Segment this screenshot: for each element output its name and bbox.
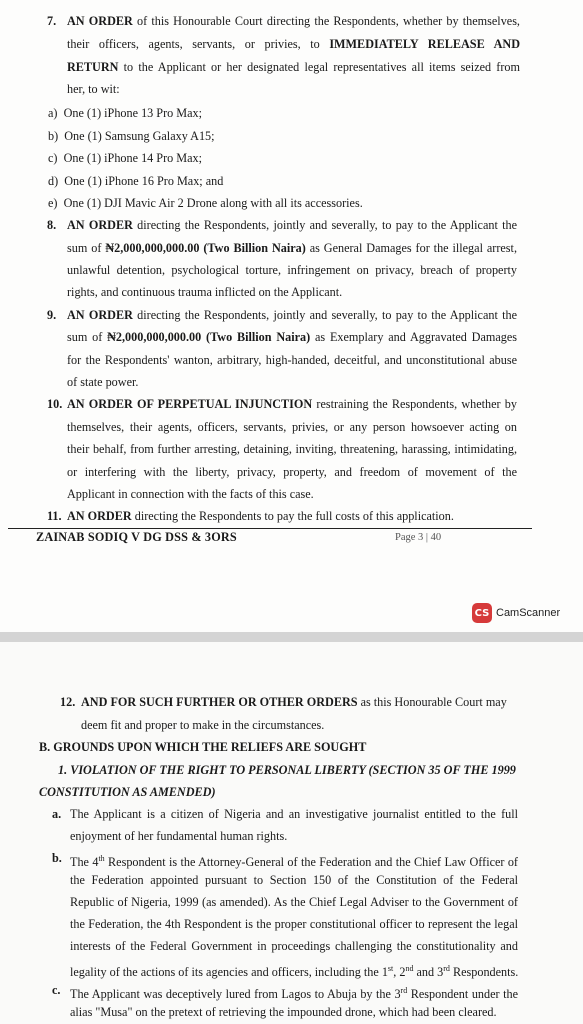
sub-item-e: e) One (1) DJI Mavic Air 2 Drone along with all its accessories. xyxy=(48,196,363,210)
sub-item-a: a) One (1) iPhone 13 Pro Max; xyxy=(48,106,203,120)
ground-b-line-2: the Federation appointed pursuant to Section 150 of the Constitution of the Federal xyxy=(70,873,518,887)
item-9-line-1: AN ORDER directing the Respondents, jointly and severally, to pay to the Applicant the xyxy=(67,308,517,322)
ground-a-line-1: The Applicant is a citizen of Nigeria and an investigative journalist entitled to the full xyxy=(70,807,518,821)
ground-b-line-3: Republic of Nigeria, 1999 (as amended). As the Chief Legal Adviser to the Government of xyxy=(70,895,518,909)
item-10-line-1: AN ORDER OF PERPETUAL INJUNCTION restraining the Respondents, whether by xyxy=(67,397,517,411)
item-8-number: 8. xyxy=(47,218,57,232)
ground-b-line-1: The 4th Respondent is the Attorney-General of the Federation and the Chief Law Officer of xyxy=(70,854,518,870)
camscanner-logo-icon: CS xyxy=(472,603,492,623)
item-8-line-3: unlawful detention, psychological torture, infringement on privacy, breach of property xyxy=(67,263,517,277)
page-separator xyxy=(0,632,583,642)
camscanner-label: CamScanner xyxy=(496,607,561,619)
item-10-line-5: Applicant in connection with the facts of this case. xyxy=(67,487,314,501)
item-10-line-4: or interfering with the liberty, privacy, property, and freedom of movement of the xyxy=(67,465,517,479)
ground-a-label: a. xyxy=(52,807,62,821)
item-12-number: 12. xyxy=(60,695,76,709)
ground-b-label: b. xyxy=(52,851,62,865)
document-page-2 xyxy=(0,642,583,1024)
item-9-line-4: of state power. xyxy=(67,375,139,389)
ground-b-line-4: the Federation, the 4th Respondent is the proper constitutional officer to represent the legal xyxy=(70,917,518,931)
ground-a-line-2: enjoyment of her fundamental human rights. xyxy=(70,829,288,843)
footer-rule xyxy=(8,528,532,529)
item-7-line-1: AN ORDER of this Honourable Court directing the Respondents, whether by themselves, xyxy=(67,14,520,28)
item-7-line-2: their officers, agents, servants, or privies, to IMMEDIATELY RELEASE AND xyxy=(67,37,520,51)
ground-b-line-6: legality of the actions of its agencies and officers, including the 1st, 2nd and 3rd Respondents. xyxy=(70,964,519,980)
sub-item-b: b) One (1) Samsung Galaxy A15; xyxy=(48,129,215,143)
ground-c-line-1: The Applicant was deceptively lured from Lagos to Abuja by the 3rd Respondent under the xyxy=(70,986,518,1002)
camscanner-watermark xyxy=(472,603,560,623)
item-7-line-4: her, to wit: xyxy=(67,82,120,96)
ground-c-line-2: alias "Musa" on the pretext of retrieving the impounded drone, which had been cleared. xyxy=(70,1005,497,1019)
item-7-number: 7. xyxy=(47,14,57,28)
item-11-number: 11. xyxy=(47,509,62,523)
ground-1-heading-line-2: CONSTITUTION AS AMENDED) xyxy=(39,785,216,799)
item-9-line-2: sum of ₦2,000,000,000.00 (Two Billion Naira) as Exemplary and Aggravated Damages xyxy=(67,330,517,344)
item-12-line-2: deem fit and proper to make in the circumstances. xyxy=(81,718,325,732)
item-8-line-1: AN ORDER directing the Respondents, jointly and severally, to pay to the Applicant the xyxy=(67,218,517,232)
item-9-number: 9. xyxy=(47,308,57,322)
item-10-number: 10. xyxy=(47,397,63,411)
item-12-line-1: AND FOR SUCH FURTHER OR OTHER ORDERS as this Honourable Court may xyxy=(81,695,507,709)
section-b-heading: B. GROUNDS UPON WHICH THE RELIEFS ARE SOUGHT xyxy=(39,740,367,754)
sub-item-d: d) One (1) iPhone 16 Pro Max; and xyxy=(48,174,224,188)
item-10-line-2: themselves, their agents, officers, servants, privies, or any person howsoever acting on xyxy=(67,420,517,434)
ground-c-label: c. xyxy=(52,983,61,997)
item-8-line-2: sum of ₦2,000,000,000.00 (Two Billion Naira) as General Damages for the illegal arrest, xyxy=(67,241,517,255)
ground-b-line-5: interests of the Federal Government in proceedings challenging the constitutionality and xyxy=(70,939,518,953)
footer-case-title: ZAINAB SODIQ V DG DSS & 3ORS xyxy=(36,530,237,544)
sub-item-c: c) One (1) iPhone 14 Pro Max; xyxy=(48,151,203,165)
ground-1-heading-line-1: 1. VIOLATION OF THE RIGHT TO PERSONAL LIBERTY (SECTION 35 OF THE 1999 xyxy=(58,763,516,777)
item-11-line-1: AN ORDER directing the Respondents to pay the full costs of this application. xyxy=(67,509,454,523)
item-9-line-3: for the Respondents' wanton, arbitrary, high-handed, deceitful, and unconstitutional abuse xyxy=(67,353,517,367)
item-10-line-3: their behalf, from further arresting, detaining, inviting, threatening, harassing, intimidating, xyxy=(67,442,517,456)
item-7-line-3: RETURN to the Applicant or her designated legal representatives all items seized from xyxy=(67,60,520,74)
footer-page-number: Page 3 | 40 xyxy=(395,532,442,543)
item-8-line-4: rights, and continuous trauma inflicted on the Applicant. xyxy=(67,285,343,299)
